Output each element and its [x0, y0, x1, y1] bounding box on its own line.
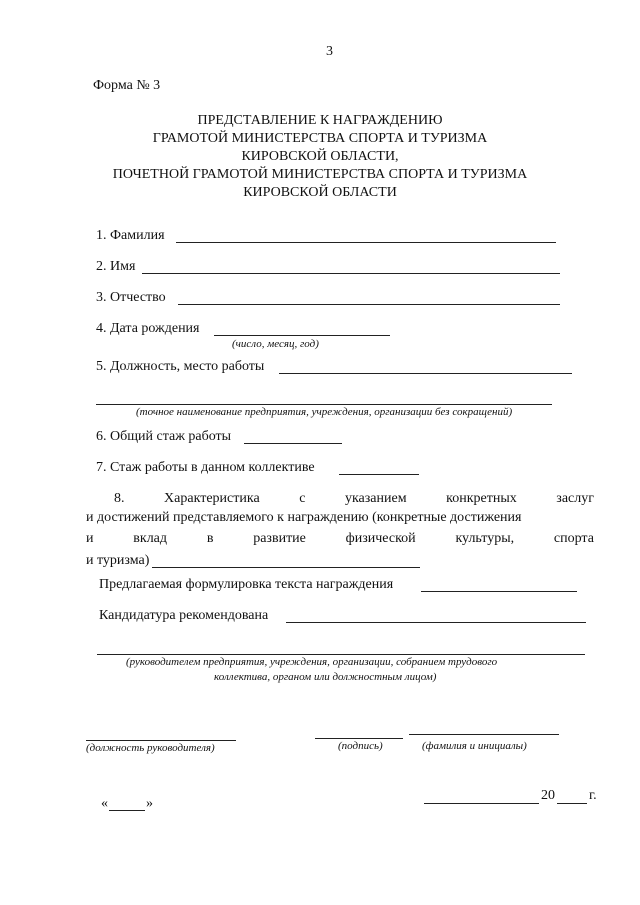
characteristic-line-3: [86, 531, 594, 547]
patronymic-label: 3. Отчество: [96, 290, 166, 305]
page-number: 3: [326, 44, 333, 59]
characteristic-word: физической: [345, 531, 416, 546]
surname-label: 1. Фамилия: [96, 228, 165, 243]
surname-field[interactable]: [176, 242, 556, 243]
title-line-2: ГРАМОТОЙ МИНИСТЕРСТВА СПОРТА И ТУРИЗМА: [152, 131, 488, 146]
characteristic-word: с: [299, 491, 306, 506]
characteristic-line-4: и туризма): [86, 553, 150, 568]
birth-date-label: 4. Дата рождения: [96, 321, 200, 336]
characteristic-field[interactable]: [152, 567, 420, 568]
position-hint: (точное наименование предприятия, учреждения, организации без сокращений): [136, 406, 513, 418]
head-position-field[interactable]: [86, 740, 236, 741]
head-position-caption: (должность руководителя): [86, 742, 215, 754]
characteristic-word: вклад: [133, 531, 168, 546]
month-field[interactable]: [424, 803, 539, 804]
characteristic-word: культуры,: [455, 531, 515, 546]
name-label: 2. Имя: [96, 259, 136, 274]
characteristic-word: в: [206, 531, 214, 546]
date-close-quote: »: [146, 796, 153, 811]
position-field-continued[interactable]: [96, 404, 552, 405]
characteristic-word: указанием: [344, 491, 407, 506]
characteristic-word: и: [86, 531, 94, 546]
total-experience-label: 6. Общий стаж работы: [96, 429, 232, 444]
title-line-1: ПРЕДСТАВЛЕНИЕ К НАГРАЖДЕНИЮ: [197, 113, 443, 128]
patronymic-field[interactable]: [178, 304, 560, 305]
signature-caption: (подпись): [338, 740, 383, 752]
team-experience-label: 7. Стаж работы в данном коллективе: [96, 460, 315, 475]
characteristic-line-1: [86, 491, 594, 507]
characteristic-word: Характеристика: [164, 491, 260, 506]
year-suffix: г.: [589, 788, 597, 803]
recommended-label: Кандидатура рекомендована: [99, 608, 269, 623]
name-field[interactable]: [142, 273, 560, 274]
characteristic-line-2: и достижений представляемого к награждению (конкретные достижения: [86, 510, 522, 525]
birth-date-field[interactable]: [214, 335, 390, 336]
day-field[interactable]: [109, 810, 145, 811]
characteristic-word: заслуг: [556, 491, 594, 506]
recommended-field[interactable]: [286, 622, 586, 623]
characteristic-word: конкретных: [446, 491, 517, 506]
year-field[interactable]: [557, 803, 587, 804]
team-experience-field[interactable]: [339, 474, 419, 475]
characteristic-word: развитие: [253, 531, 306, 546]
recommended-field-continued[interactable]: [97, 654, 585, 655]
date-open-quote: «: [101, 796, 108, 811]
signature-field[interactable]: [315, 738, 403, 739]
year-prefix: 20: [541, 788, 555, 803]
total-experience-field[interactable]: [244, 443, 342, 444]
proposed-wording-label: Предлагаемая формулировка текста награждения: [99, 577, 394, 592]
name-initials-caption: (фамилия и инициалы): [422, 740, 527, 752]
position-label: 5. Должность, место работы: [96, 359, 265, 374]
form-label: Форма № 3: [93, 78, 161, 93]
recommended-hint-2: коллектива, органом или должностным лицом): [214, 671, 437, 683]
title-line-3: КИРОВСКОЙ ОБЛАСТИ,: [241, 149, 399, 164]
name-initials-field[interactable]: [409, 734, 559, 735]
proposed-wording-field[interactable]: [421, 591, 577, 592]
position-field[interactable]: [279, 373, 572, 374]
recommended-hint-1: (руководителем предприятия, учреждения, организации, собранием трудового: [126, 656, 498, 668]
characteristic-word: спорта: [553, 531, 594, 546]
birth-date-hint: (число, месяц, год): [232, 338, 319, 350]
title-line-5: КИРОВСКОЙ ОБЛАСТИ: [243, 185, 397, 200]
characteristic-word: 8.: [114, 491, 125, 506]
title-line-4: ПОЧЕТНОЙ ГРАМОТОЙ МИНИСТЕРСТВА СПОРТА И ТУРИЗМА: [112, 167, 528, 182]
